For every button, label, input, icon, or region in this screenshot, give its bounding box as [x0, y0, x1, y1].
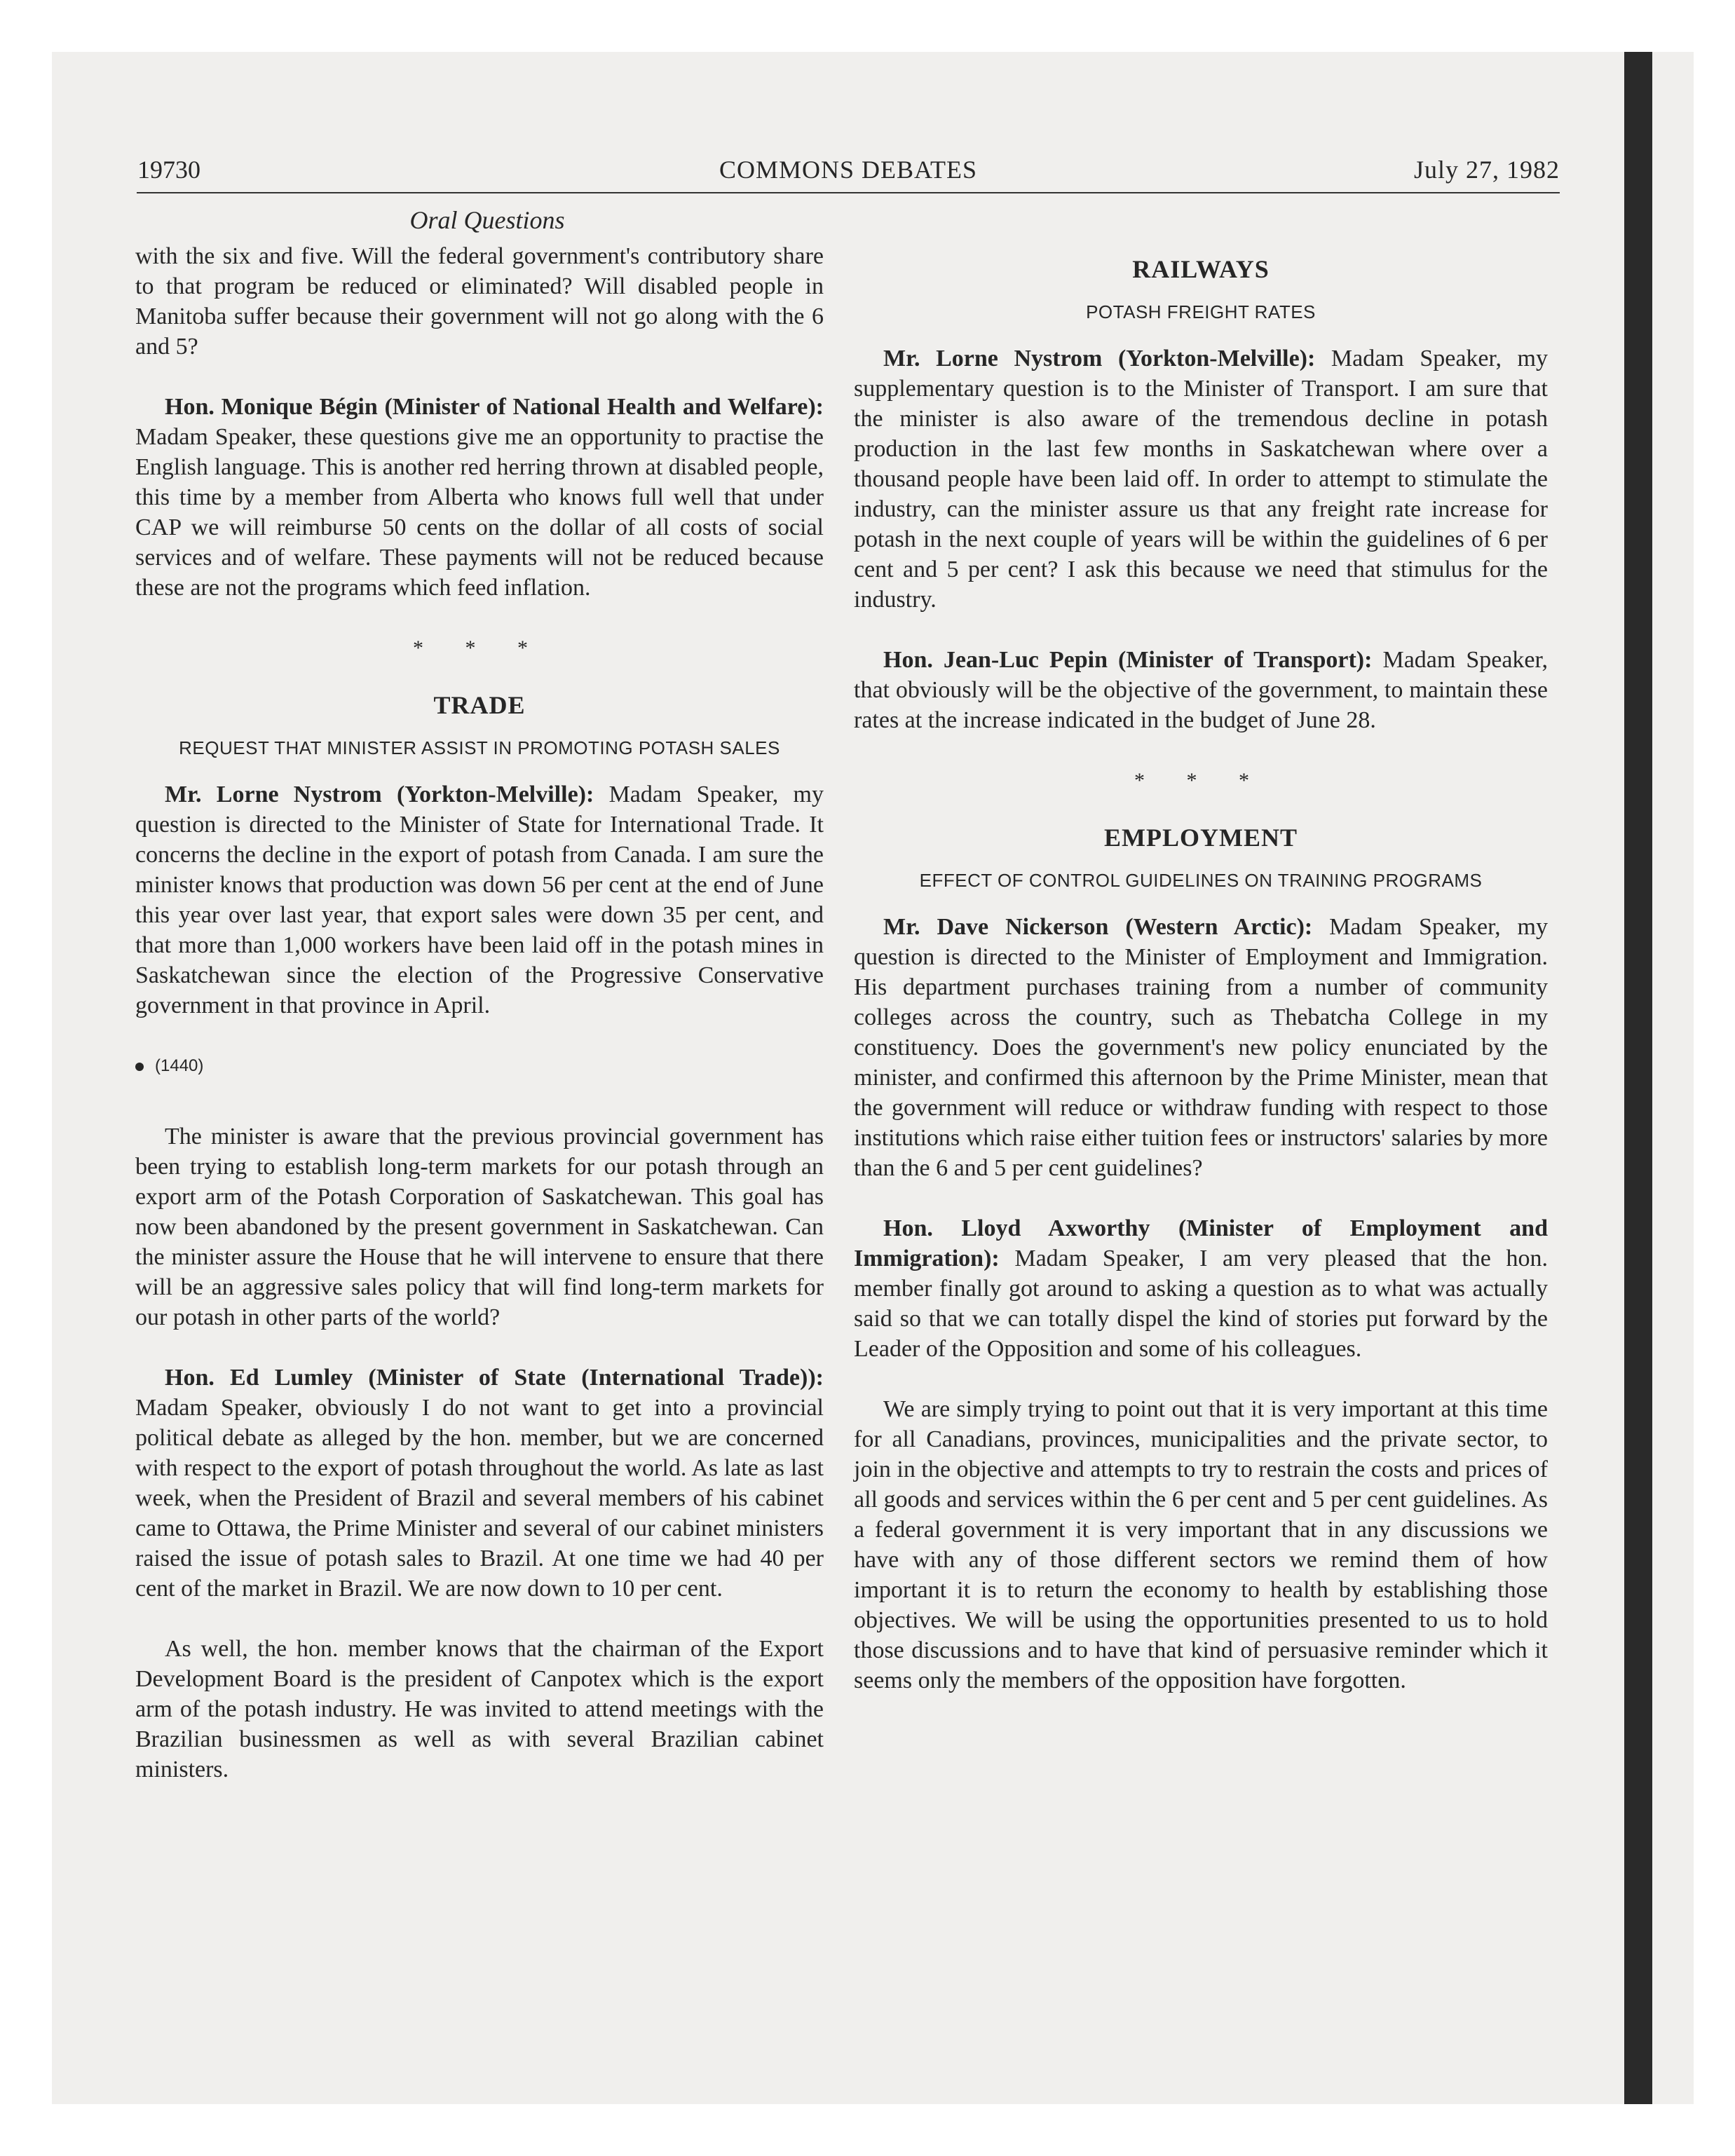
paragraph: with the six and five. Will the federal government's contributory share to that program be reduced or eliminated? Will disabled people in Manitoba suffer because their government will not go along with the 6 and 5? [135, 243, 824, 360]
scan-edge-shadow [1624, 52, 1652, 2104]
section-label: Oral Questions [409, 206, 565, 234]
speaker-name: Mr. Dave Nickerson (Western Arctic): [883, 914, 1313, 940]
speech-nystrom [135, 779, 824, 1021]
speech-text: Madam Speaker, my question is directed to the Minister of State for International Trade. It concerns the decline in the export of potash from Canada. I am sure the minister knows that production was down 56 per cent at the end of June this year over last year, that export sales were down 35 per cent, and that more than 1,000 workers have been laid off in the potash mines in Saskatchewan since the election of the Progressive Conservative government in that province in April. [135, 782, 824, 1018]
speech-begin [135, 392, 824, 603]
time-marker [135, 1051, 824, 1081]
speech-text: Madam Speaker, that obviously will be the objective of the government, to maintain these rates at the increase indicated in the budget of June 28. [854, 647, 1548, 733]
bullet-icon [135, 1063, 144, 1071]
speaker-name: Hon. Jean-Luc Pepin (Minister of Transport): [883, 647, 1373, 673]
header-rule [137, 192, 1560, 193]
speech-lumley [135, 1363, 824, 1604]
speech-axworthy [854, 1213, 1548, 1364]
speech-text: Madam Speaker, my supplementary question is to the Minister of Transport. I am sure that the minister is also aware of the tremendous decline in potash production in the last few months in Saskatchewan where over a thousand people have been laid off. In order to attempt to stimulate the industry, can the minister assure us that any freight rate increase for potash in the next couple of years will be within the guidelines of 6 per cent and 5 per cent? I ask this because we need that stimulus for the industry. [854, 346, 1548, 613]
page-date: July 27, 1982 [1413, 156, 1560, 184]
speech-text: Madam Speaker, obviously I do not want to get into a provincial political debate as alleged by the hon. member, but we are concerned with respect to the export of potash throughout the world. As late as last week, when the President of Brazil and several members of his cabinet came to Ottawa, the Prime Minister and several of our cabinet ministers raised the issue of potash sales to Brazil. At one time we had 40 per cent of the market in Brazil. We are now down to 10 per cent. [135, 1395, 824, 1602]
paragraph: As well, the hon. member knows that the chairman of the Export Development Board is the president of Canpotex which is the export arm of the potash industry. He was invited to attend meetings with the Brazilian businessmen as well as with several Brazilian cabinet ministers. [135, 1636, 824, 1782]
speech-text: Madam Speaker, these questions give me an opportunity to practise the English language. This is another red herring thrown at disabled people, this time by a member from Alberta who knows full well that under CAP we will reimburse 50 cents on the dollar of all costs of social services and of welfare. These payments will not be reduced because these are not the programs which feed inflation. [135, 424, 824, 601]
subheading-training-programs: EFFECT OF CONTROL GUIDELINES ON TRAINING PROGRAMS [919, 870, 1483, 891]
subheading-freight-rates: POTASH FREIGHT RATES [1086, 301, 1316, 322]
subheading-potash-sales: REQUEST THAT MINISTER ASSIST IN PROMOTING POTASH SALES [179, 737, 780, 758]
speech-nickerson [854, 912, 1548, 1183]
publication-title: COMMONS DEBATES [719, 156, 978, 184]
speaker-name: Mr. Lorne Nystrom (Yorkton-Melville): [883, 346, 1316, 371]
speaker-name: Hon. Lloyd Axworthy (Minister of Employment and Immigration): [854, 1215, 1548, 1271]
timestamp: (1440) [155, 1056, 204, 1075]
section-heading-railways: RAILWAYS [1132, 255, 1270, 283]
speaker-name: Hon. Ed Lumley (Minister of State (International Trade)): [165, 1365, 824, 1391]
speech-text: Madam Speaker, my question is directed to the Minister of Employment and Immigration. His department purchases training from a number of community colleges across the country, such as Thebatcha College in my constituency. Does the government's new policy enunciated by the minister, and confirmed this afternoon by the Prime Minister, mean that the government will reduce or withdraw funding with respect to those institutions which raise either tuition fees or instructors' salaries by more than the 6 and 5 per cent guidelines? [854, 914, 1548, 1181]
speech-pepin [854, 645, 1548, 735]
paragraph: The minister is aware that the previous provincial government has been trying to establish long-term markets for our potash through an export arm of the Potash Corporation of Saskatchewan. This goal has now been abandoned by the present government in Saskatchewan. Can the minister assure the House that he will intervene to ensure that there will be an aggressive sales policy that will find long-term markets for our potash in other parts of the world? [135, 1124, 824, 1330]
left-column [135, 241, 824, 1815]
section-separator: * * * [1134, 769, 1267, 792]
page-number: 19730 [137, 156, 200, 184]
section-separator: * * * [413, 636, 546, 660]
speech-nystrom-supplementary [854, 343, 1548, 615]
speaker-name: Hon. Monique Bégin (Minister of National Health and Welfare): [165, 394, 824, 420]
speaker-name: Mr. Lorne Nystrom (Yorkton-Melville): [165, 782, 594, 807]
speech-text: Madam Speaker, I am very pleased that the hon. member finally got around to asking a question as to what was actually said so that we can totally dispel the kind of stories put forward by the Leader of the Opposition and some of his colleagues. [854, 1246, 1548, 1362]
section-heading-employment: EMPLOYMENT [1104, 824, 1298, 852]
right-column [854, 254, 1548, 1726]
paragraph: We are simply trying to point out that it is very important at this time for all Canadians, provinces, municipalities and the private sector, to join in the objective and attempts to try to restrain the costs and prices of all goods and services within the 6 per cent and 5 per cent guidelines. As a federal government it is very important that in any discussions we have with any of those different sectors we remind them of how important it is to return the economy to health by establishing those objectives. We will be using the opportunities presented to us to hold those discussions and to have that kind of persuasive reminder which it seems only the members of the opposition have forgotten. [854, 1396, 1548, 1693]
section-heading-trade: TRADE [433, 691, 526, 719]
